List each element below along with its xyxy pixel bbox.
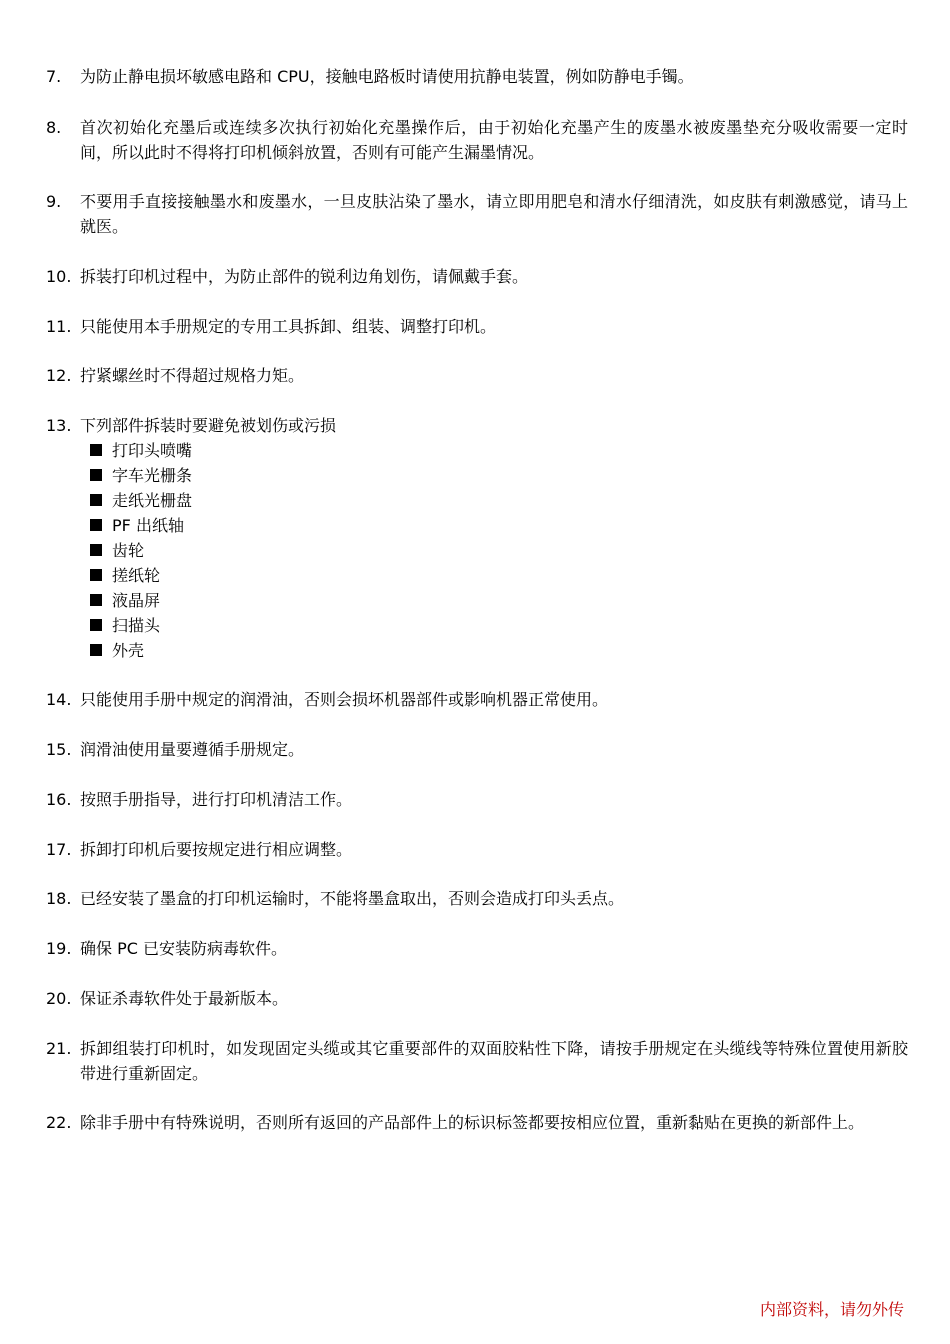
item-text: 不要用手直接接触墨水和废墨水，一旦皮肤沾染了墨水，请立即用肥皂和清水仔细清洗，如皮肤有刺激感觉，请马上就医。	[80, 192, 908, 236]
square-bullet-icon	[90, 519, 102, 531]
item-text: 只能使用本手册规定的专用工具拆卸、组装、调整打印机。	[80, 317, 497, 336]
list-item	[46, 986, 908, 1011]
item-text: 为防止静电损坏敏感电路和 CPU，接触电路板时请使用抗静电装置，例如防静电手镯。	[80, 67, 694, 86]
square-bullet-icon	[90, 569, 102, 581]
item-number: 19.	[46, 939, 72, 958]
item-number: 9.	[46, 192, 62, 211]
square-bullet-icon	[90, 619, 102, 631]
square-bullet-icon	[90, 494, 102, 506]
list-item	[46, 886, 908, 911]
item-text: 拧紧螺丝时不得超过规格力矩。	[80, 366, 305, 385]
square-bullet-icon	[90, 544, 102, 556]
item-text: 已经安装了墨盒的打印机运输时，不能将墨盒取出，否则会造成打印头丢点。	[80, 889, 625, 908]
parts-list-item: PF 出纸轴	[90, 513, 908, 538]
list-item	[46, 413, 908, 663]
item-text: 按照手册指导，进行打印机清洁工作。	[80, 790, 353, 809]
item-text: 润滑油使用量要遵循手册规定。	[80, 740, 305, 759]
item-number: 17.	[46, 840, 72, 859]
list-item	[46, 936, 908, 961]
parts-list-item: 扫描头	[90, 613, 908, 638]
list-item	[46, 314, 908, 339]
list-item	[46, 115, 908, 165]
item-text: 拆装打印机过程中，为防止部件的锐利边角划伤，请佩戴手套。	[80, 267, 529, 286]
parts-list	[90, 438, 908, 663]
list-item	[46, 64, 908, 89]
item-text: 下列部件拆装时要避免被划伤或污损	[80, 416, 337, 435]
parts-list-item: 搓纸轮	[90, 563, 908, 588]
item-number: 14.	[46, 690, 72, 709]
item-text: 除非手册中有特殊说明，否则所有返回的产品部件上的标识标签都要按相应位置，重新黏贴在更换的新部件上。	[80, 1113, 865, 1132]
item-number: 12.	[46, 366, 72, 385]
item-number: 16.	[46, 790, 72, 809]
parts-list-item: 字车光栅条	[90, 463, 908, 488]
parts-list-item: 走纸光栅盘	[90, 488, 908, 513]
list-item	[46, 363, 908, 388]
item-text: 确保 PC 已安装防病毒软件。	[80, 939, 287, 958]
item-number: 7.	[46, 67, 62, 86]
item-number: 8.	[46, 118, 62, 137]
list-item	[46, 189, 908, 239]
list-item	[46, 787, 908, 812]
item-text: 拆卸打印机后要按规定进行相应调整。	[80, 840, 353, 859]
parts-list-item: 打印头喷嘴	[90, 438, 908, 463]
square-bullet-icon	[90, 444, 102, 456]
list-item	[46, 1110, 908, 1135]
square-bullet-icon	[90, 469, 102, 481]
item-number: 15.	[46, 740, 72, 759]
list-item	[46, 1036, 908, 1086]
item-number: 11.	[46, 317, 72, 336]
item-text: 首次初始化充墨后或连续多次执行初始化充墨操作后，由于初始化充墨产生的废墨水被废墨垫充分吸收需要一定时间，所以此时不得将打印机倾斜放置，否则有可能产生漏墨情况。	[80, 118, 908, 162]
item-number: 18.	[46, 889, 72, 908]
square-bullet-icon	[90, 644, 102, 656]
item-text: 只能使用手册中规定的润滑油，否则会损坏机器部件或影响机器正常使用。	[80, 690, 609, 709]
item-number: 13.	[46, 416, 72, 435]
item-number: 22.	[46, 1113, 72, 1132]
parts-list-item: 液晶屏	[90, 588, 908, 613]
item-number: 10.	[46, 267, 72, 286]
parts-list-item: 外壳	[90, 638, 908, 663]
list-item	[46, 687, 908, 712]
list-item	[46, 737, 908, 762]
square-bullet-icon	[90, 594, 102, 606]
list-item	[46, 837, 908, 862]
parts-list-item: 齿轮	[90, 538, 908, 563]
item-number: 21.	[46, 1039, 72, 1058]
item-text: 保证杀毒软件处于最新版本。	[80, 989, 289, 1008]
list-item	[46, 264, 908, 289]
item-number: 20.	[46, 989, 72, 1008]
confidential-footer: 内部资料，请勿外传	[759, 1300, 904, 1319]
item-text: 拆卸组装打印机时，如发现固定头缆或其它重要部件的双面胶粘性下降，请按手册规定在头缆线等特殊位置使用新胶带进行重新固定。	[80, 1039, 908, 1083]
